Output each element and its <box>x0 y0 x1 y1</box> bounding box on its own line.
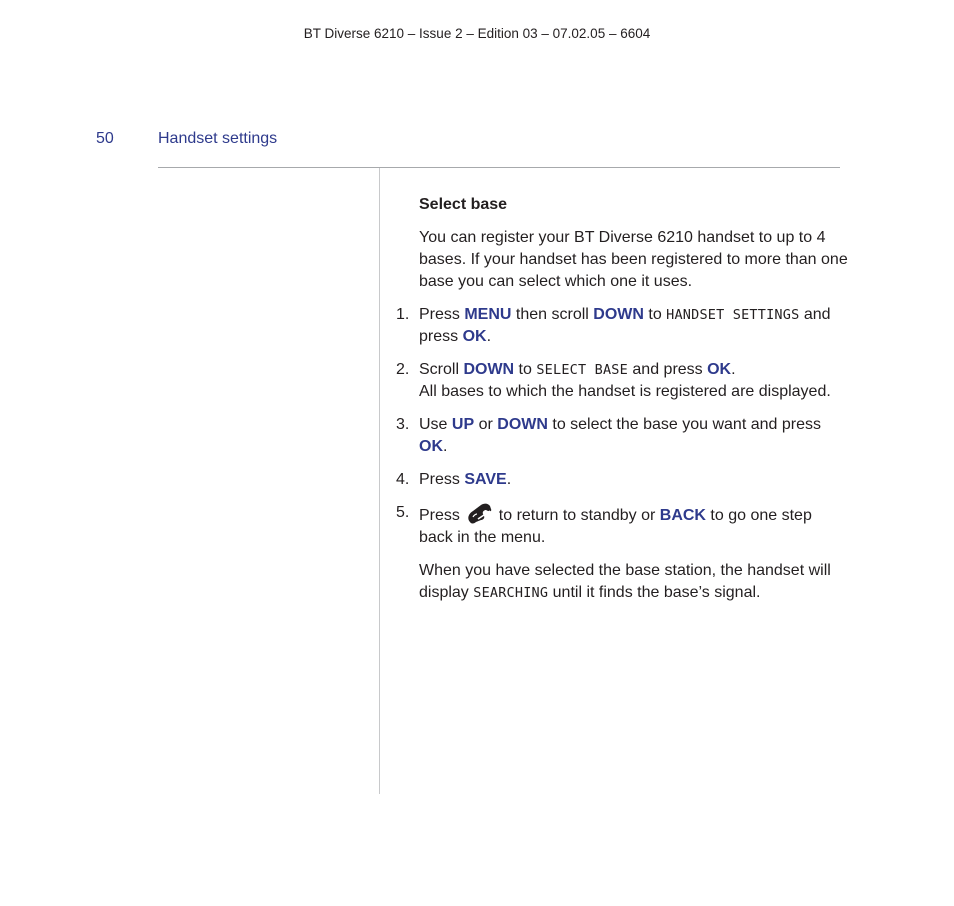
save-key: SAVE <box>464 471 507 488</box>
step-1: 1. Press MENU then scroll DOWN to HANDSET SETTINGS and press OK. <box>396 306 831 345</box>
display-text: SEARCHING <box>473 585 549 601</box>
column-divider <box>379 168 380 794</box>
display-text: SELECT BASE <box>536 362 628 378</box>
intro-paragraph: You can register your BT Diverse 6210 handset to up to 4 bases. If your handset has been registered to more than one base you can select which one it uses. <box>419 229 848 290</box>
running-header: BT Diverse 6210 – Issue 2 – Edition 03 – 07.02.05 – 6604 <box>303 26 651 41</box>
closing-paragraph: When you have selected the base station, the handset will display SEARCHING until it finds the base’s signal. <box>419 562 831 601</box>
down-key: DOWN <box>497 416 548 433</box>
down-key: DOWN <box>463 361 515 378</box>
step-number: 1. <box>396 306 410 323</box>
page-number: 50 <box>96 130 114 147</box>
ok-key: OK <box>707 361 732 378</box>
menu-key: MENU <box>464 306 512 323</box>
ok-key: OK <box>419 438 443 455</box>
step-number: 4. <box>396 471 410 488</box>
display-text: HANDSET SETTINGS <box>666 307 800 323</box>
step-note: All bases to which the handset is registered are displayed. <box>419 383 831 400</box>
header-rule <box>158 167 840 168</box>
back-key: BACK <box>659 507 706 524</box>
end-call-icon <box>464 502 494 526</box>
ok-key: OK <box>462 328 487 345</box>
subsection-heading: Select base <box>419 196 508 213</box>
step-3: 3. Use UP or DOWN to select the base you want and press OK. <box>396 416 821 455</box>
step-2: 2. Scroll DOWN to SELECT BASE and press OK. All bases to which the handset is registered are displayed. <box>396 361 831 400</box>
step-4: 4. Press SAVE. <box>419 469 849 491</box>
up-key: UP <box>451 416 475 433</box>
main-content <box>396 194 849 615</box>
step-number: 5. <box>396 504 410 521</box>
step-number: 2. <box>396 361 410 378</box>
step-number: 3. <box>396 416 410 433</box>
step-5: 5. Press to return to standby or BACK to go one step back in the menu. <box>396 504 812 546</box>
down-key: DOWN <box>593 306 644 323</box>
section-title: Handset settings <box>158 130 278 147</box>
